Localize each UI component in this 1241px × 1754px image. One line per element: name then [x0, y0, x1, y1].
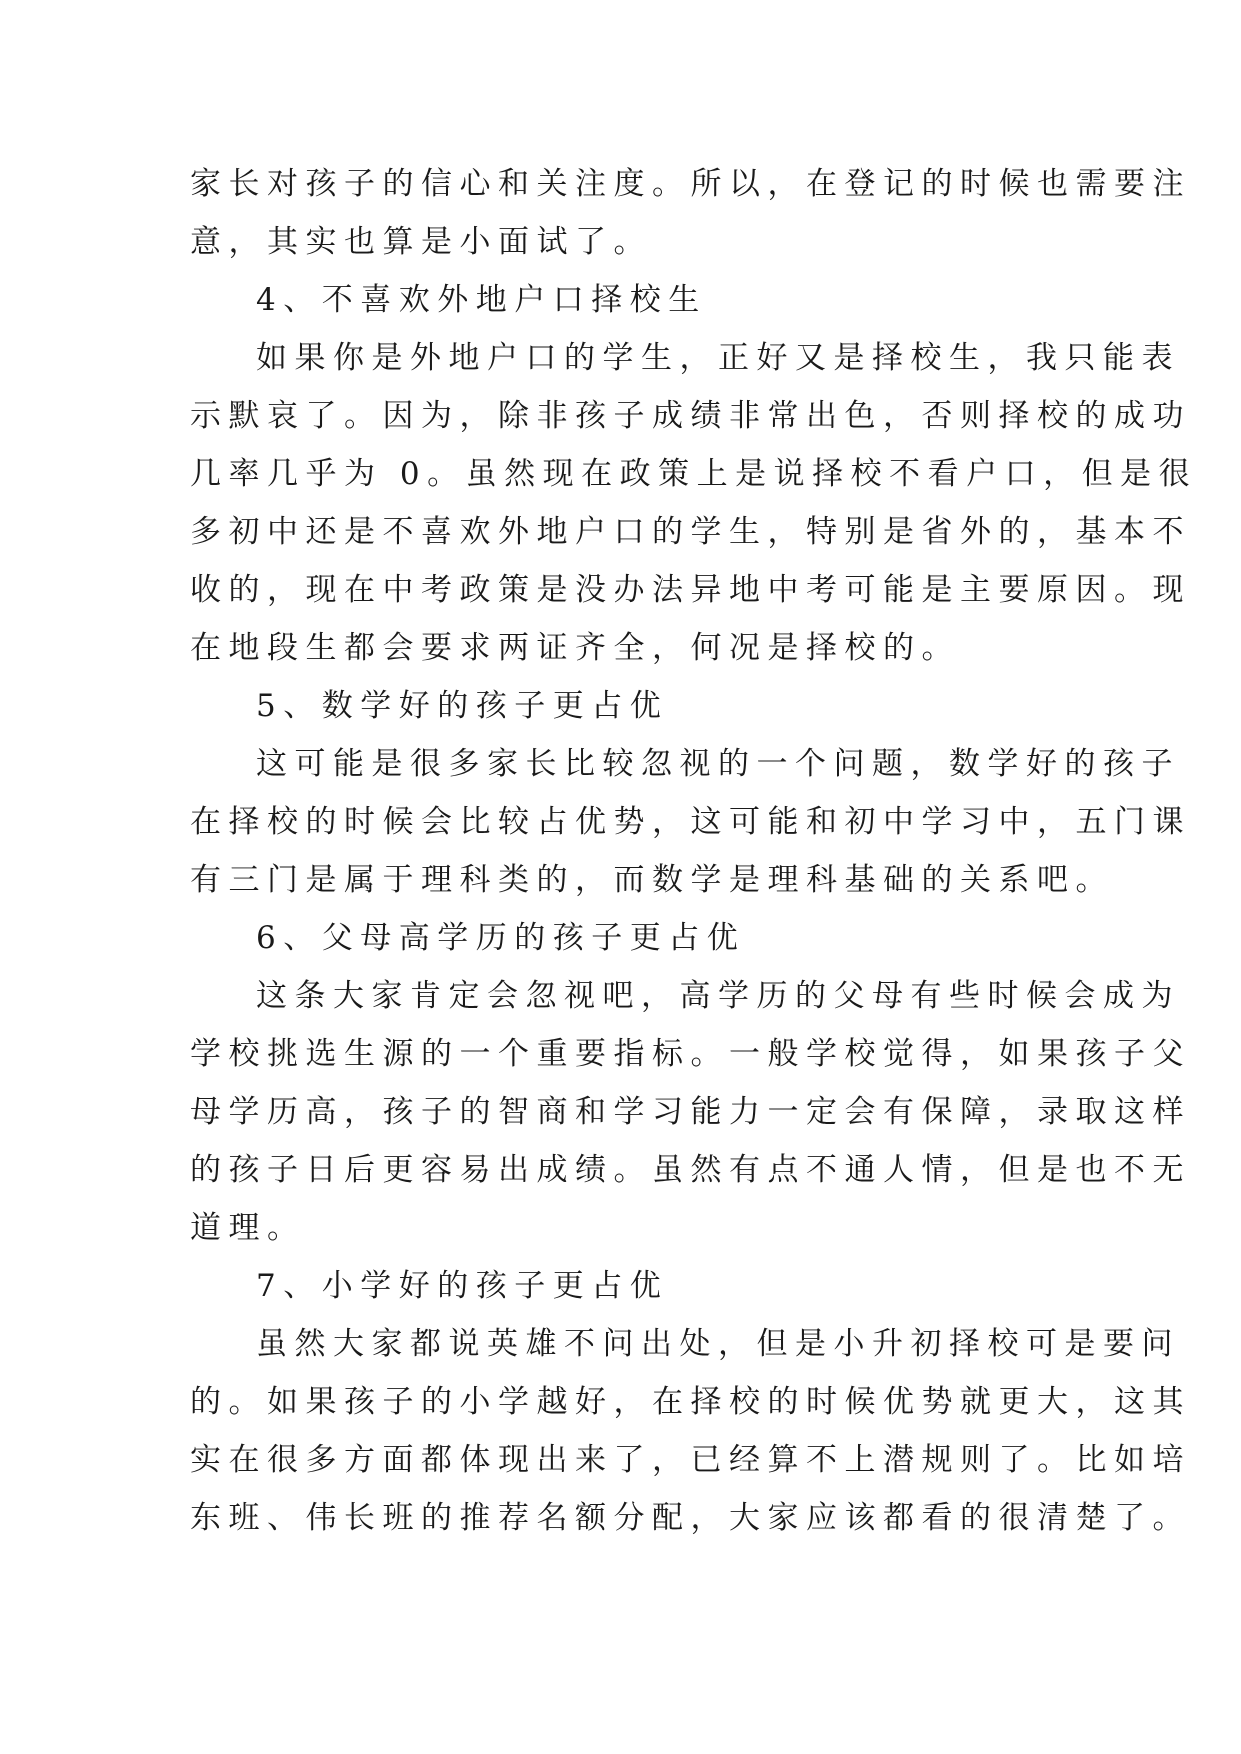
text-line: 东班、伟长班的推荐名额分配，大家应该都看的很清楚了。: [190, 1500, 1191, 1536]
text-line: 道理。: [190, 1210, 306, 1246]
text-line: 示默哀了。因为，除非孩子成绩非常出色，否则择校的成功: [190, 398, 1191, 434]
text-line: 多初中还是不喜欢外地户口的学生，特别是省外的，基本不: [190, 514, 1191, 550]
text-line: 如果你是外地户口的学生，正好又是择校生，我只能表: [256, 340, 1180, 376]
text-line: 在地段生都会要求两证齐全，何况是择校的。: [190, 630, 960, 666]
text-line: 的孩子日后更容易出成绩。虽然有点不通人情，但是也不无: [190, 1152, 1191, 1188]
text-line: 母学历高，孩子的智商和学习能力一定会有保障，录取这样: [190, 1094, 1191, 1130]
text-line: 家长对孩子的信心和关注度。所以，在登记的时候也需要注: [190, 166, 1191, 202]
section-heading: 7、小学好的孩子更占优: [256, 1268, 669, 1304]
text-line: 意，其实也算是小面试了。: [190, 224, 652, 260]
section-heading: 5、数学好的孩子更占优: [256, 688, 669, 724]
section-heading: 4、不喜欢外地户口择校生: [256, 282, 707, 318]
text-line: 这可能是很多家长比较忽视的一个问题，数学好的孩子: [256, 746, 1180, 782]
text-line: 在择校的时候会比较占优势，这可能和初中学习中，五门课: [190, 804, 1191, 840]
text-line: 这条大家肯定会忽视吧，高学历的父母有些时候会成为: [256, 978, 1180, 1014]
text-line: 有三门是属于理科类的，而数学是理科基础的关系吧。: [190, 862, 1114, 898]
text-line: 的。如果孩子的小学越好，在择校的时候优势就更大，这其: [190, 1384, 1191, 1420]
section-heading: 6、父母高学历的孩子更占优: [256, 920, 746, 956]
text-line: 虽然大家都说英雄不问出处，但是小升初择校可是要问: [256, 1326, 1180, 1362]
text-line: 实在很多方面都体现出来了，已经算不上潜规则了。比如培: [190, 1442, 1191, 1478]
text-line: 收的，现在中考政策是没办法异地中考可能是主要原因。现: [190, 572, 1191, 608]
text-line: 学校挑选生源的一个重要指标。一般学校觉得，如果孩子父: [190, 1036, 1191, 1072]
text-line: 几率几乎为 0。虽然现在政策上是说择校不看户口，但是很: [190, 456, 1198, 492]
